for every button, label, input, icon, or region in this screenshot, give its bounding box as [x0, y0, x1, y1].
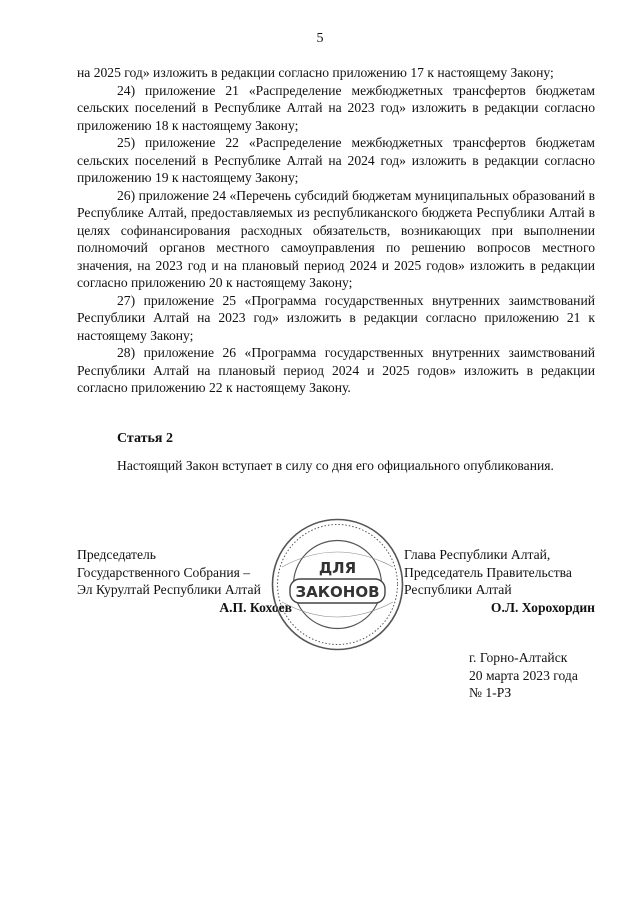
stamp-text-top: ДЛЯ: [318, 559, 357, 577]
article-text: Настоящий Закон вступает в силу со дня его официального опубликования.: [117, 458, 554, 473]
paragraph-item-27: 27) приложение 25 «Программа государственных внутренних заимствований Республики Алтай на 2023 год» изложить в редакции согласно приложению 21 к настоящему Закону;: [77, 292, 595, 343]
signature-right-title-1: Глава Республики Алтай,: [404, 547, 551, 562]
article-title: Статья 2: [117, 431, 173, 446]
signature-left-title-1: Председатель: [77, 547, 156, 562]
paragraph-item-28: 28) приложение 26 «Программа государственных внутренних заимствований Республики Алтай на плановый период 2024 и 2025 годов» изложить в редакции согласно приложению 22 к настоящему Закону.: [77, 345, 595, 395]
footer-date: 20 марта 2023 года: [469, 667, 578, 683]
signature-left-title-2: Государственного Собрания –: [77, 564, 251, 580]
paragraph-item-25: 25) приложение 22 «Распределение межбюджетных трансфертов бюджетам сельских поселений в Республике Алтай на 2024 год» изложить в редакции согласно приложению 19 к настоящему Закону;: [77, 135, 595, 185]
signature-left-title-3: Эл Курултай Республики Алтай: [77, 582, 261, 597]
footer-law-number: № 1-РЗ: [469, 685, 512, 700]
signature-left-block: [77, 546, 292, 616]
law-footer: [469, 649, 578, 702]
paragraph-item-26: 26) приложение 24 «Перечень субсидий бюджетам муниципальных образований в Республике Алтай, предоставляемых из республиканского бюджета Республики Алтай в целях софинансирования расходных обязательств, возникающих при выполнении полномочий органов местного самоуправления по решению вопросов местного значения, на 2023 год и на плановый период 2024 и 2025 годов» изложить в редакции согласно приложению 20 к настоящему Закону;: [77, 187, 595, 290]
footer-city: г. Горно-Алтайск: [469, 650, 568, 665]
article-body: [77, 457, 595, 475]
signature-left-name: А.П. Кохоев: [219, 599, 292, 615]
signature-right-name: О.Л. Хорохордин: [490, 599, 595, 615]
stamp-text-main: ЗАКОНОВ: [295, 583, 380, 601]
paragraph-continuation: на 2025 год» изложить в редакции согласно приложению 17 к настоящему Закону;: [77, 65, 554, 80]
signature-right-title-3: Республики Алтай: [404, 582, 512, 597]
paragraph-item-24: 24) приложение 21 «Распределение межбюджетных трансфертов бюджетам сельских поселений в Республике Алтай на 2023 год» изложить в редакции согласно приложению 18 к настоящему Закону;: [77, 82, 595, 133]
signature-right-block: [404, 546, 595, 616]
page-number: 5: [316, 31, 324, 46]
official-stamp: [270, 517, 405, 652]
signature-right-title-2: Председатель Правительства: [404, 564, 572, 580]
law-amendments-text: [77, 64, 595, 397]
